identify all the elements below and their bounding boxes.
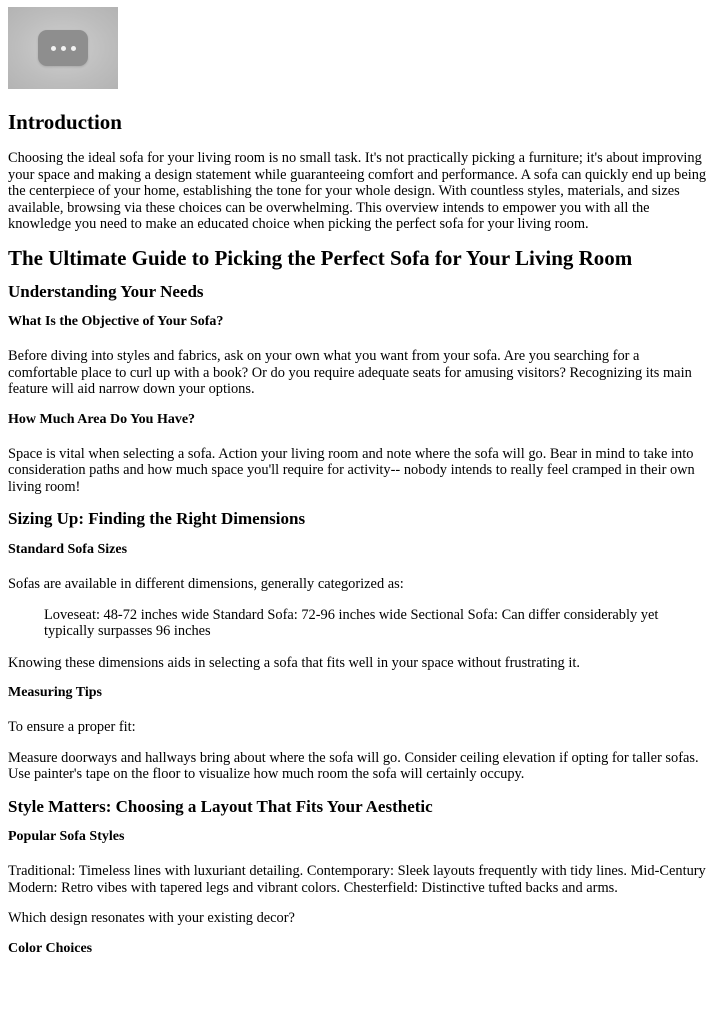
standard-sizes-intro: Sofas are available in different dimensions, generally categorized as: — [8, 576, 404, 593]
more-dots-icon — [38, 30, 88, 66]
standard-sizes-list: Loveseat: 48-72 inches wide Standard Sofa: 72-96 inches wide Sectional Sofa: Can differ considerably yet typically surpasses 96 inches — [44, 606, 659, 640]
objective-heading: What Is the Objective of Your Sofa? — [8, 314, 224, 330]
objective-paragraph: Before diving into styles and fabrics, ask on your own what you want from your sofa. Are you searching for a comfortable place to curl up with a book? Or do you require adequate seats for amusing visitors? Recognizing its main feature will aid narrow down your options. — [8, 348, 692, 398]
area-paragraph: Space is vital when selecting a sofa. Action your living room and note where the sofa will go. Bear in mind to take into consideration paths and how much space you'll require for activity-- nobody intends to really feel cramped in their own living room! — [8, 445, 695, 495]
sizing-heading: Sizing Up: Finding the Right Dimensions — [8, 509, 306, 529]
style-heading: Style Matters: Choosing a Layout That Fits Your Aesthetic — [8, 796, 433, 816]
standard-sizes-outro: Knowing these dimensions aids in selecting a sofa that fits well in your space without frustrating it. — [8, 654, 580, 671]
guide-title: The Ultimate Guide to Picking the Perfect Sofa for Your Living Room — [8, 245, 633, 270]
popular-styles-heading: Popular Sofa Styles — [8, 829, 125, 845]
area-heading: How Much Area Do You Have? — [8, 411, 196, 427]
color-choices-heading: Color Choices — [8, 940, 93, 956]
needs-heading: Understanding Your Needs — [8, 281, 204, 301]
intro-paragraph: Choosing the ideal sofa for your living room is no small task. It's not practically picking a furniture; it's about improving your space and making a design statement while guaranteeing comfort and performance. A sofa can quickly end up being the centerpiece of your home, establishing the tone for your whole design. With countless styles, materials, and sizes available, browsing via these choices can be overwhelming. This overview intends to empower you with all the knowledge you need to make an educated choice when picking the perfect sofa for your living room. — [8, 150, 707, 233]
image-placeholder[interactable] — [8, 7, 118, 89]
measuring-heading: Measuring Tips — [8, 685, 103, 701]
standard-sizes-heading: Standard Sofa Sizes — [8, 541, 128, 557]
style-question: Which design resonates with your existing decor? — [8, 910, 295, 927]
measuring-intro: To ensure a proper fit: — [8, 719, 136, 736]
intro-heading: Introduction — [8, 110, 122, 134]
measuring-paragraph: Measure doorways and hallways bring about where the sofa will go. Consider ceiling elevation if opting for taller sofas. Use painter's tape on the floor to visualize how much room the sofa will certainly occupy. — [8, 749, 699, 783]
popular-styles-paragraph: Traditional: Timeless lines with luxuriant detailing. Contemporary: Sleek layouts frequently with tidy lines. Mid-Century Modern: Retro vibes with tapered legs and vibrant colors. Chesterfield: Distinctive tufted backs and arms. — [8, 863, 706, 896]
